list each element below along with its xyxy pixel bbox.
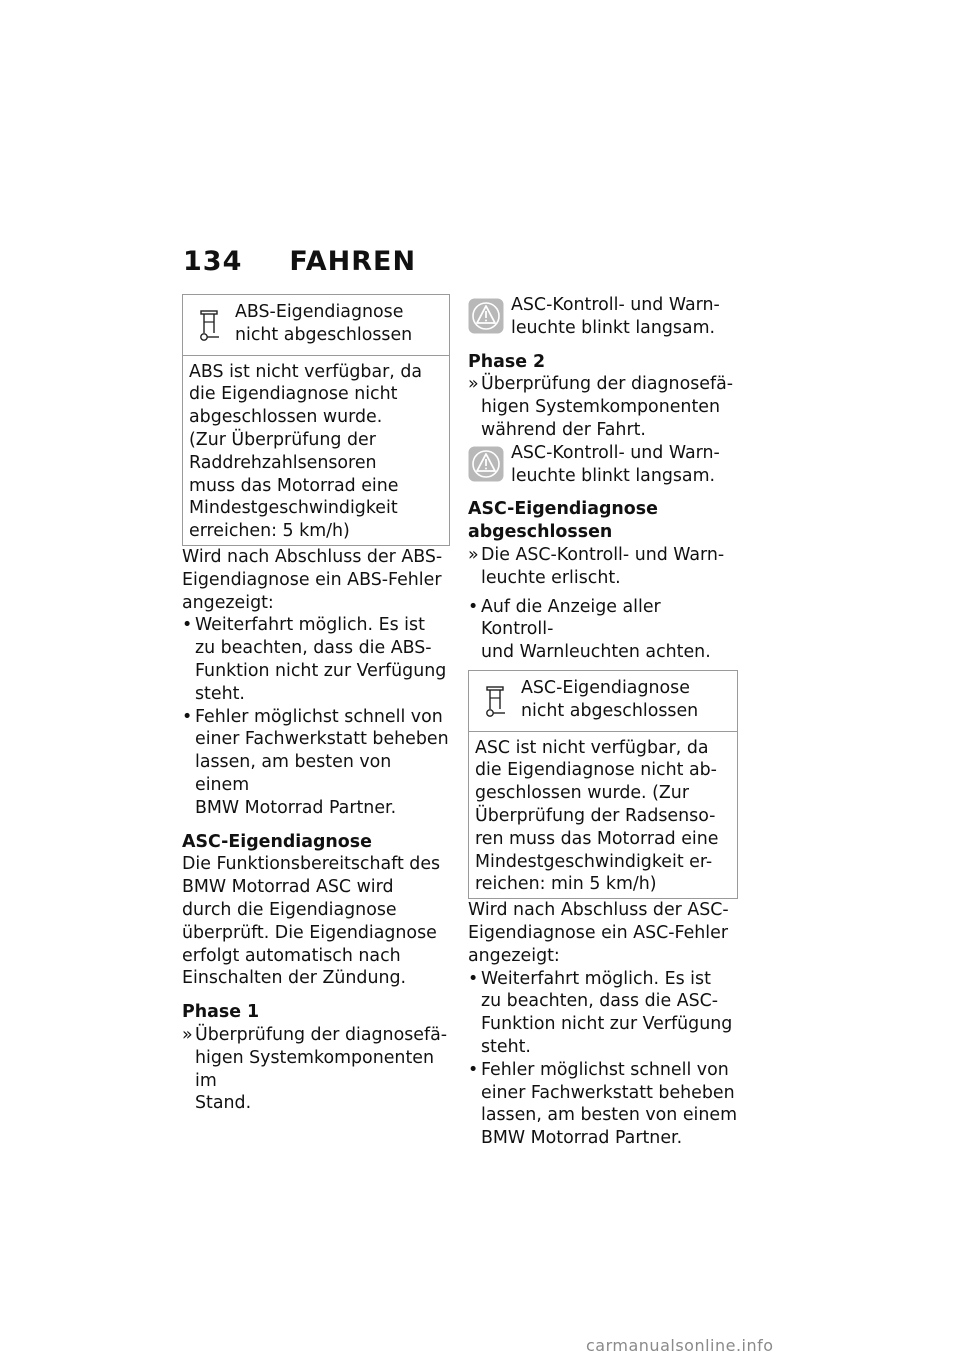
asc-info-box [468, 670, 738, 899]
list-item-line: zu beachten, dass die ABS- [195, 638, 432, 659]
phase2-heading: Phase 2 [468, 351, 546, 372]
right-column [468, 294, 738, 1150]
asc-intro-line: Wird nach Abschluss der ASC- [468, 900, 729, 921]
abs-box-body [183, 356, 449, 545]
asc-box-line: Überprüfung der Radsenso- [475, 805, 716, 826]
abs-box-title-line: ABS-Eigendiagnose [235, 302, 404, 322]
asc-box-line: geschlossen wurde. (Zur [475, 783, 689, 804]
asc-box-header [469, 671, 737, 732]
list-item-line: zu beachten, dass die ASC- [481, 991, 719, 1012]
list-item [468, 1059, 738, 1150]
list-item-line: Überprüfung der diagnosefä- [195, 1024, 448, 1045]
list-item-line: BMW Motorrad Partner. [481, 1128, 683, 1149]
list-item-line: einer Fachwerkstatt beheben [481, 1082, 735, 1103]
asc-paragraph [182, 853, 450, 990]
abs-box-line: die Eigendiagnose nicht [189, 384, 398, 405]
bullet-marker: • [468, 1059, 479, 1080]
list-item [468, 373, 738, 441]
asc-paragraph-line: Einschalten der Zündung. [182, 968, 407, 989]
abs-intro-line: Wird nach Abschluss der ABS- [182, 546, 443, 567]
asc-intro-line: angezeigt: [468, 945, 560, 966]
list-item-line: Funktion nicht zur Verfügung [195, 660, 447, 681]
asc-box-title-line: ASC-Eigendiagnose [521, 677, 690, 698]
step-marker: » [468, 544, 479, 565]
page-header [183, 244, 416, 278]
list-item-line: BMW Motorrad Partner. [195, 797, 397, 818]
abs-intro [182, 546, 450, 614]
list-item [468, 544, 738, 590]
asc-box-line: die Eigendiagnose nicht ab- [475, 760, 717, 781]
asc-lamp-note [468, 294, 738, 340]
wrench-gauge-icon [197, 305, 223, 345]
abs-info-box [182, 294, 450, 546]
asc-box-line: Mindestgeschwindigkeit er- [475, 851, 713, 872]
list-item-line: und Warnleuchten achten. [481, 642, 711, 663]
abs-box-line: muss das Motorrad eine [189, 475, 399, 496]
abs-box-title-line: nicht abgeschlossen [235, 324, 413, 345]
asc-paragraph-line: überprüft. Die Eigendiagnose [182, 922, 437, 943]
list-item [182, 706, 450, 820]
list-item-line: higen Systemkomponenten im [195, 1047, 434, 1091]
lamp-note-line: ASC-Kontroll- und Warn- [511, 295, 720, 315]
list-item-line: Funktion nicht zur Verfügung [481, 1014, 733, 1035]
asc-paragraph-line: Die Funktionsbereitschaft des [182, 854, 441, 875]
list-item-line: einer Fachwerkstatt beheben [195, 729, 449, 750]
list-item-line: leuchte erlischt. [481, 567, 621, 588]
list-item-line: während der Fahrt. [481, 419, 646, 440]
abs-intro-line: angezeigt: [182, 592, 274, 613]
watermark: carmanualsonline.info [586, 1336, 774, 1355]
list-item [182, 614, 450, 705]
list-item-line: Weiterfahrt möglich. Es ist [481, 968, 711, 989]
list-item [182, 1024, 450, 1115]
abs-box-line: Mindestgeschwindigkeit [189, 498, 398, 519]
asc-done-heading-line: ASC-Eigendiagnose [468, 499, 658, 520]
asc-heading: ASC-Eigendiagnose [182, 831, 372, 852]
asc-box-title-line: nicht abgeschlossen [521, 700, 699, 721]
step-marker: » [182, 1024, 193, 1045]
abs-box-header [183, 295, 449, 356]
asc-box-line: ASC ist nicht verfügbar, da [475, 737, 709, 758]
step-marker: » [468, 374, 479, 395]
asc-paragraph-line: erfolgt automatisch nach [182, 945, 401, 966]
warning-triangle-lamp-icon [468, 298, 504, 334]
abs-box-line: ABS ist nicht verfügbar, da [189, 361, 423, 382]
asc-lamp-note [468, 442, 738, 488]
list-item [468, 968, 738, 1059]
lamp-note-line: ASC-Kontroll- und Warn- [511, 442, 720, 463]
asc-box-body [469, 732, 737, 899]
abs-box-line: erreichen: 5 km/h) [189, 521, 350, 542]
list-item-line: Stand. [195, 1093, 252, 1114]
bullet-marker: • [182, 615, 193, 636]
list-item-line: lassen, am besten von einem [481, 1105, 738, 1126]
list-item-line: Auf die Anzeige aller Kontroll- [481, 596, 661, 640]
list-item-line: Fehler möglichst schnell von [481, 1059, 729, 1080]
list-item-line: steht. [481, 1036, 531, 1057]
list-item-line: steht. [195, 683, 245, 704]
asc-intro [468, 899, 738, 967]
asc-done-heading [468, 498, 738, 544]
section-title: FAHREN [289, 245, 417, 277]
list-item-line: Fehler möglichst schnell von [195, 706, 443, 727]
list-item-line: higen Systemkomponenten [481, 397, 720, 418]
bullet-marker: • [468, 968, 479, 989]
asc-paragraph-line: BMW Motorrad ASC wird [182, 877, 394, 898]
abs-box-line: Raddrehzahlsensoren [189, 452, 377, 473]
list-item-line: Weiterfahrt möglich. Es ist [195, 615, 425, 636]
left-column [182, 294, 450, 1115]
warning-triangle-lamp-icon [468, 446, 504, 482]
lamp-note-line: leuchte blinkt langsam. [511, 465, 716, 486]
bullet-marker: • [468, 596, 479, 617]
asc-done-heading-line: abgeschlossen [468, 522, 613, 543]
list-item-line: Die ASC-Kontroll- und Warn- [481, 544, 725, 565]
page-number: 134 [183, 245, 243, 277]
abs-intro-line: Eigendiagnose ein ABS-Fehler [182, 569, 442, 590]
bullet-marker: • [182, 706, 193, 727]
wrench-gauge-icon [483, 681, 509, 721]
list-item-line: Überprüfung der diagnosefä- [481, 374, 734, 395]
asc-intro-line: Eigendiagnose ein ASC-Fehler [468, 922, 728, 943]
abs-box-line: abgeschlossen wurde. [189, 407, 383, 428]
lamp-note-line: leuchte blinkt langsam. [511, 317, 716, 338]
abs-box-line: (Zur Überprüfung der [189, 429, 376, 450]
asc-box-line: ren muss das Motorrad eine [475, 828, 719, 849]
list-item-line: lassen, am besten von einem [195, 752, 392, 795]
phase1-heading: Phase 1 [182, 1002, 260, 1023]
asc-paragraph-line: durch die Eigendiagnose [182, 899, 397, 920]
asc-box-line: reichen: min 5 km/h) [475, 874, 657, 895]
list-item [468, 596, 738, 664]
